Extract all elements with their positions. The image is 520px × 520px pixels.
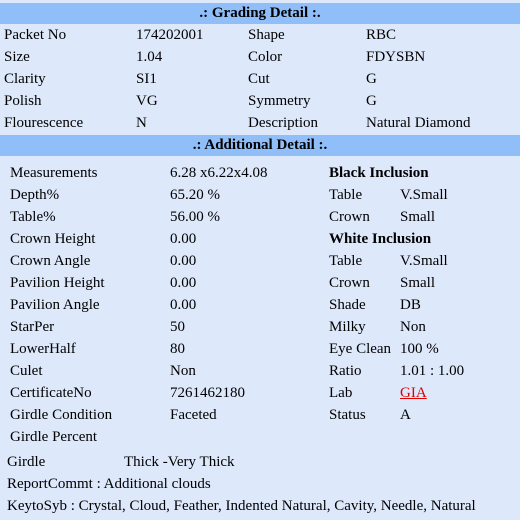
shape-value: RBC [366,27,397,43]
black-crown-label: Crown [329,209,370,225]
pavilion-height-label: Pavilion Height [10,275,105,291]
description-value: Natural Diamond [366,115,471,131]
flourescence-value: N [136,115,147,131]
clarity-label: Clarity [4,71,46,87]
culet-label: Culet [10,363,43,379]
measurements-label: Measurements [10,165,98,181]
cut-value: G [366,71,377,87]
color-label: Color [248,49,283,65]
color-value: FDYSBN [366,49,426,65]
crown-height-label: Crown Height [10,231,96,247]
pavilion-angle-value: 0.00 [170,297,197,313]
description-label: Description [248,115,318,131]
crown-angle-label: Crown Angle [10,253,91,269]
lower-half-value: 80 [170,341,185,357]
grading-detail-header: .: Grading Detail :. [0,3,520,24]
lower-half-label: LowerHalf [10,341,76,357]
milky-label: Milky [329,319,366,335]
shape-label: Shape [248,27,285,43]
ratio-label: Ratio [329,363,362,379]
key-to-symbols: KeytoSyb : Crystal, Cloud, Feather, Indented Natural, Cavity, Needle, Natural [7,498,476,514]
girdle-condition-label: Girdle Condition [10,407,113,423]
white-crown-value: Small [400,275,436,291]
white-crown-label: Crown [329,275,370,291]
girdle-value: Thick -Very Thick [124,454,235,470]
crown-angle-value: 0.00 [170,253,197,269]
depth-label: Depth% [10,187,60,203]
black-inclusion-heading: Black Inclusion [329,165,429,181]
certificate-no-label: CertificateNo [10,385,92,401]
measurements-value: 6.28 x6.22x4.08 [170,165,268,181]
symmetry-value: G [366,93,377,109]
depth-value: 65.20 % [170,187,220,203]
star-per-value: 50 [170,319,185,335]
clarity-value: SI1 [136,71,157,87]
white-table-label: Table [329,253,363,269]
eye-clean-label: Eye Clean [329,341,392,357]
table-percent-label: Table% [10,209,56,225]
star-per-label: StarPer [10,319,55,335]
additional-detail-header: .: Additional Detail :. [0,135,520,156]
eye-clean-value: 100 % [400,341,439,357]
polish-label: Polish [4,93,42,109]
polish-value: VG [136,93,158,109]
report-comment: ReportCommt : Additional clouds [7,476,211,492]
pavilion-angle-label: Pavilion Angle [10,297,100,313]
cut-label: Cut [248,71,270,87]
flourescence-label: Flourescence [4,115,84,131]
girdle-label: Girdle [7,454,46,470]
packet-no-label: Packet No [4,27,67,43]
shade-value: DB [400,297,421,313]
size-label: Size [4,49,30,65]
crown-height-value: 0.00 [170,231,197,247]
culet-value: Non [170,363,196,379]
lab-link[interactable]: GIA [400,385,427,401]
table-percent-value: 56.00 % [170,209,220,225]
certificate-no-value: 7261462180 [170,385,245,401]
white-inclusion-heading: White Inclusion [329,231,432,247]
girdle-percent-label: Girdle Percent [10,429,98,445]
packet-no-value: 174202001 [136,27,204,43]
size-value: 1.04 [136,49,163,65]
pavilion-height-value: 0.00 [170,275,197,291]
black-table-value: V.Small [400,187,448,203]
black-crown-value: Small [400,209,436,225]
status-value: A [400,407,411,423]
shade-label: Shade [329,297,366,313]
milky-value: Non [400,319,426,335]
black-table-label: Table [329,187,363,203]
girdle-condition-value: Faceted [170,407,217,423]
ratio-value: 1.01 : 1.00 [400,363,465,379]
lab-label: Lab [329,385,353,401]
status-label: Status [329,407,366,423]
symmetry-label: Symmetry [248,93,311,109]
white-table-value: V.Small [400,253,448,269]
